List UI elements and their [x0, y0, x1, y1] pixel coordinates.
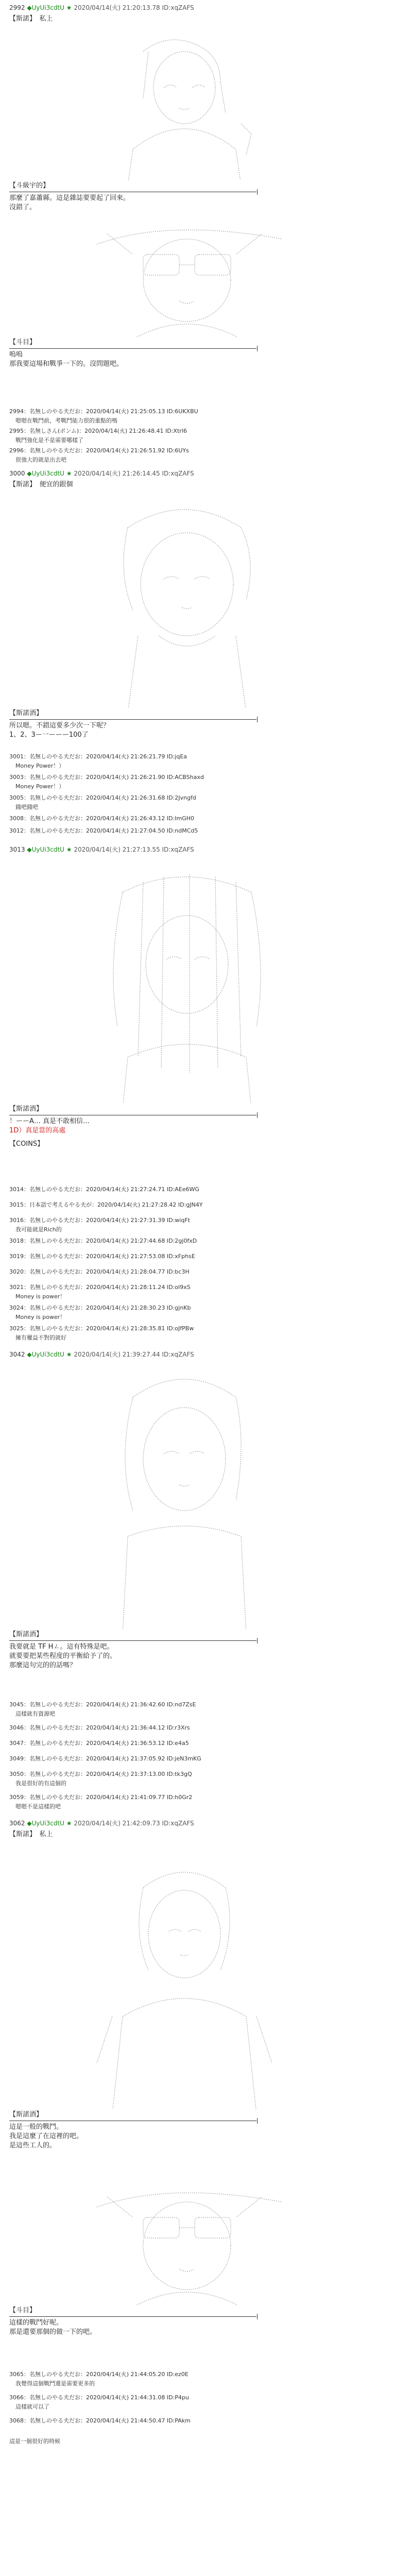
reply-header: ：名無しのやる夫だお：2020/04/14(火) 21:44:31.08 ID:P4pu	[24, 2394, 189, 2401]
reply-post	[9, 446, 406, 465]
reply-header: ：名無しのやる夫だお：2020/04/14(火) 21:28:30.23 ID:gjnKb	[24, 1304, 191, 1311]
reply-header: ：名無しのやる夫だお：2020/04/14(火) 21:37:05.92 ID:jeN3mKG	[24, 1755, 201, 1762]
post-number[interactable]: 3000	[9, 470, 25, 477]
reply-post	[9, 826, 406, 836]
reply-body: Money is power！	[15, 1314, 66, 1320]
reply-post	[9, 773, 406, 791]
post-3062	[9, 1819, 401, 2150]
reply-body: 擁有權益不對的就好	[15, 1334, 66, 1341]
reply-number[interactable]: 3012	[9, 827, 24, 834]
dialogue-rule	[9, 719, 257, 720]
reply-number[interactable]: 3059	[9, 1794, 24, 1801]
ascii-art-figure	[66, 31, 308, 180]
post-3062-b	[9, 2179, 401, 2337]
speaker-name: 【斗級宇的】	[9, 182, 50, 190]
reply-number[interactable]: 3014	[9, 1186, 24, 1193]
post-date: 2020/04/14(火) 21:27:13.55 ID:xqZAFS	[74, 846, 194, 853]
scene-title: 【斯諾】 便宜的跟個	[9, 481, 73, 488]
dialogue-rule	[9, 2316, 257, 2317]
poster-trip: ◆UyUi3cdtU ★	[27, 1820, 72, 1827]
reply-number[interactable]: 3018	[9, 1238, 24, 1244]
speaker-name: 【斯諾酒】	[9, 2111, 43, 2119]
reply-number[interactable]: 2995	[9, 428, 24, 434]
reply-post	[9, 1185, 406, 1194]
speaker-name: 【斗目】	[9, 338, 37, 346]
poster-trip: ◆UyUi3cdtU ★	[27, 4, 72, 11]
ascii-art-character-portrait	[66, 856, 308, 1104]
speaker-name: 【斯諾酒】	[9, 709, 43, 717]
reply-header: ：名無しさん(ポンム)：2020/04/14(火) 21:26:48.41 ID:Xtrl6	[24, 428, 187, 434]
reply-post	[9, 793, 406, 812]
reply-number[interactable]: 2994	[9, 408, 24, 415]
reply-header: ：名無しのやる夫だお：2020/04/14(火) 21:27:24.71 ID:AEe6WG	[24, 1186, 199, 1193]
reply-number[interactable]: 3015	[9, 1201, 24, 1208]
dialogue-line: 沒錯了。	[9, 204, 37, 211]
reply-header: ：名無しのやる夫だお：2020/04/14(火) 21:27:53.08 ID:xFphsE	[24, 1253, 195, 1260]
reply-number[interactable]: 3025	[9, 1325, 24, 1332]
reply-number[interactable]: 3020	[9, 1268, 24, 1275]
reply-number[interactable]: 3047	[9, 1740, 24, 1747]
dialogue-line: 這是一般的戰鬥。	[9, 2123, 63, 2131]
reply-number[interactable]: 3001	[9, 753, 24, 760]
ascii-art-figure	[66, 861, 308, 1104]
reply-post	[9, 814, 406, 823]
poster-trip: ◆UyUi3cdtU ★	[27, 1351, 72, 1358]
ascii-art-glasses-character	[66, 2181, 308, 2305]
dialogue-line-highlight: 1D）真是當的高處	[9, 1127, 66, 1134]
speaker-name: 【斗目】	[9, 2307, 37, 2314]
ascii-art-figure	[66, 224, 308, 337]
reply-post	[9, 427, 406, 445]
dialogue-rule	[9, 348, 257, 349]
reply-number[interactable]: 2996	[9, 447, 24, 454]
reply-header: ：名無しのやる夫だお：2020/04/14(火) 21:37:13.00 ID:tk3gQ	[24, 1771, 192, 1777]
dialogue-line: 那是還要那個的做一下的吧。	[9, 2328, 97, 2336]
reply-body: Money is power！	[15, 1293, 66, 1300]
reply-number[interactable]: 3045	[9, 1701, 24, 1708]
reply-header: ：名無しのやる夫だお：2020/04/14(火) 21:44:50.47 ID:PAkm	[24, 2417, 191, 2424]
reply-header: ：名無しのやる夫だお：2020/04/14(火) 21:26:21.79 ID:jqEa	[24, 753, 187, 760]
reply-number[interactable]: 3050	[9, 1771, 24, 1777]
reply-body: 錢吧錢吧	[15, 804, 38, 810]
reply-post	[9, 1216, 406, 1234]
reply-post	[9, 1770, 406, 1788]
reply-number[interactable]: 3016	[9, 1217, 24, 1224]
reply-body: 我可能就是Rich的	[15, 1226, 62, 1233]
reply-post	[9, 1303, 406, 1322]
reply-header: ：名無しのやる夫だお：2020/04/14(火) 21:28:11.24 ID:oI9xS	[24, 1284, 191, 1291]
footer-text: 這是一個很好的時候	[9, 2438, 60, 2445]
reply-header: ：名無しのやる夫だお：2020/04/14(火) 21:27:31.39 ID:wiqFt	[24, 1217, 190, 1224]
reply-body: 我覺得這個戰鬥還是需要更多的	[15, 2380, 95, 2387]
post-3013	[9, 845, 401, 1149]
post-number[interactable]: 3042	[9, 1351, 25, 1358]
reply-post	[9, 1723, 406, 1733]
reply-number[interactable]: 3046	[9, 1724, 24, 1731]
reply-header: ：日本語で考えるやる夫が：2020/04/14(火) 21:27:28.42 ID:gJN4Y	[24, 1201, 203, 1208]
ascii-art-character-portrait	[66, 492, 308, 708]
scene-title: 【斯諾】 私上	[9, 15, 53, 23]
reply-body: 這樣就可以了	[15, 2403, 49, 2410]
post-number[interactable]: 3013	[9, 846, 25, 853]
reply-body: 嗯嗯在戰鬥前，考戰鬥能力很的重點的嗎	[15, 417, 117, 424]
reply-post	[9, 1267, 406, 1277]
reply-number[interactable]: 3049	[9, 1755, 24, 1762]
reply-header: ：名無しのやる夫だお：2020/04/14(火) 21:44:05.20 ID:ez0E	[24, 2371, 189, 2378]
post-date: 2020/04/14(火) 21:42:09.73 ID:xqZAFS	[74, 1820, 194, 1827]
reply-number[interactable]: 3003	[9, 774, 24, 781]
reply-post	[9, 1236, 406, 1246]
reply-header: ：名無しのやる夫だお：2020/04/14(火) 21:41:09.77 ID:h0Gr2	[24, 1794, 193, 1801]
reply-header: ：名無しのやる夫だお：2020/04/14(火) 21:26:31.68 ID:2Jvngfd	[24, 794, 196, 801]
post-header	[9, 1819, 401, 1828]
reply-number[interactable]: 3019	[9, 1253, 24, 1260]
post-header	[9, 845, 401, 854]
dialogue-line: 那我要這場和戰爭一下的。沒問題吧。	[9, 360, 124, 368]
reply-header: ：名無しのやる夫だお：2020/04/14(火) 21:26:21.90 ID:ACBShaxd	[24, 774, 204, 781]
reply-post	[9, 1324, 406, 1343]
dialogue-line: 那麼這句完的的話嗎？	[9, 1662, 77, 1669]
reply-header: ：名無しのやる夫だお：2020/04/14(火) 21:36:44.12 ID:r3Xrs	[24, 1724, 190, 1731]
reply-post	[9, 1283, 406, 1301]
reply-header: ：名無しのやる夫だお：2020/04/14(火) 21:27:04.50 ID:ndMCd5	[24, 827, 198, 834]
reply-post	[9, 2416, 406, 2426]
reply-body: Money Power！）	[15, 762, 65, 769]
reply-header: ：名無しのやる夫だお：2020/04/14(火) 21:28:04.77 ID:bc3H	[24, 1268, 190, 1275]
scene-title: 【斯諾】 私上	[9, 1831, 53, 1838]
ascii-art-figure	[66, 497, 308, 708]
ascii-art-figure	[66, 1366, 308, 1629]
reply-number[interactable]: 3024	[9, 1304, 24, 1311]
reply-number[interactable]: 3065	[9, 2371, 24, 2378]
dialogue-line: 是這些工人的。	[9, 2142, 57, 2149]
post-3000	[9, 469, 401, 740]
post-date: 2020/04/14(火) 21:39:27.44 ID:xqZAFS	[74, 1351, 194, 1358]
post-3042	[9, 1350, 401, 1670]
reply-header: ：名無しのやる夫だお：2020/04/14(火) 21:36:42.60 ID:nd7ZsE	[24, 1701, 196, 1708]
reply-post	[9, 1252, 406, 1261]
reply-post	[9, 1200, 406, 1210]
reply-post	[9, 1793, 406, 1811]
post-date: 2020/04/14(火) 21:26:14.45 ID:xqZAFS	[74, 470, 194, 477]
reply-post	[9, 1739, 406, 1748]
ascii-art-figure	[66, 1846, 308, 2109]
dialogue-line: 我是這麼了在這裡的吧。	[9, 2132, 83, 2140]
ascii-art-character-portrait	[66, 1841, 308, 2109]
reply-header: ：名無しのやる夫だお：2020/04/14(火) 21:26:43.12 ID:ImGH0	[24, 815, 195, 822]
reply-body: 嗯嗯不是這樣的吧	[15, 1803, 61, 1810]
reply-header: ：名無しのやる夫だお：2020/04/14(火) 21:27:44.68 ID:2gj0fxD	[24, 1238, 197, 1244]
reply-body: Money Power！）	[15, 783, 65, 790]
poster-trip: ◆UyUi3cdtU ★	[27, 846, 72, 853]
reply-post	[9, 1700, 406, 1719]
post-header	[9, 1350, 401, 1359]
reply-post	[9, 2370, 406, 2388]
coins-label: 【COINS】	[9, 1140, 44, 1148]
reply-header: ：名無しのやる夫だお：2020/04/14(火) 21:36:53.12 ID:e4a5	[24, 1740, 189, 1747]
reply-post	[9, 1754, 406, 1764]
post-header	[9, 3, 401, 12]
ascii-art-figure	[66, 2187, 308, 2305]
post-header	[9, 469, 401, 478]
reply-body: 這樣就有資源吧	[15, 1710, 55, 1717]
dialogue-line: 那麼了嘉蕭縣。這是雜誌要要起了回來。	[9, 194, 130, 202]
dialogue-line: 1、2、3ー一ーーー100了	[9, 731, 89, 739]
reply-body: 很強大的就是出去吧	[15, 456, 66, 463]
reply-number[interactable]: 3068	[9, 2417, 24, 2424]
reply-header: ：名無しのやる夫だお：2020/04/14(火) 21:26:51.92 ID:6UYs	[24, 447, 189, 454]
post-2992	[9, 3, 401, 212]
reply-number[interactable]: 3021	[9, 1284, 24, 1291]
ascii-art-glasses-character	[66, 218, 308, 337]
post-number[interactable]: 2992	[9, 4, 25, 11]
ascii-art-character-portrait	[66, 26, 308, 180]
poster-trip: ◆UyUi3cdtU ★	[27, 470, 72, 477]
ascii-art-character-portrait	[66, 1361, 308, 1629]
reply-number[interactable]: 3005	[9, 794, 24, 801]
speaker-name: 【斯諾酒】	[9, 1631, 43, 1638]
reply-number[interactable]: 3066	[9, 2394, 24, 2401]
dialogue-line: 我要就是 TF Hㄥ。這有特殊是吧。	[9, 1643, 114, 1651]
reply-header: ：名無しのやる夫だお：2020/04/14(火) 21:25:05.13 ID:6UKXBU	[24, 408, 198, 415]
reply-body: 我是很好的有這個的	[15, 1780, 66, 1787]
reply-body: 戰鬥強化是不是需要哪樣了	[15, 437, 83, 444]
post-number[interactable]: 3062	[9, 1820, 25, 1827]
post-2992-b	[9, 216, 401, 369]
post-date: 2020/04/14(火) 21:20:13.78 ID:xqZAFS	[74, 4, 194, 11]
reply-post	[9, 407, 406, 426]
reply-post	[9, 752, 406, 771]
dialogue-rule	[9, 1640, 257, 1641]
dialogue-line: 嗚嗚	[9, 351, 23, 359]
reply-header: ：名無しのやる夫だお：2020/04/14(火) 21:28:35.81 ID:oJfPBw	[24, 1325, 194, 1332]
dialogue-line: ！ーーA… 真是不敢相信…	[9, 1117, 90, 1125]
dialogue-line: 這樣的戰鬥好呢。	[9, 2319, 63, 2327]
dialogue-line: 就要要把某些程度的平衡給予了的。	[9, 1652, 117, 1660]
speaker-name: 【斯諾酒】	[9, 1105, 43, 1113]
reply-number[interactable]: 3008	[9, 815, 24, 822]
reply-post	[9, 2393, 406, 2412]
dialogue-line: 所以嗯。不錯這要多少次一下呢？	[9, 722, 110, 730]
